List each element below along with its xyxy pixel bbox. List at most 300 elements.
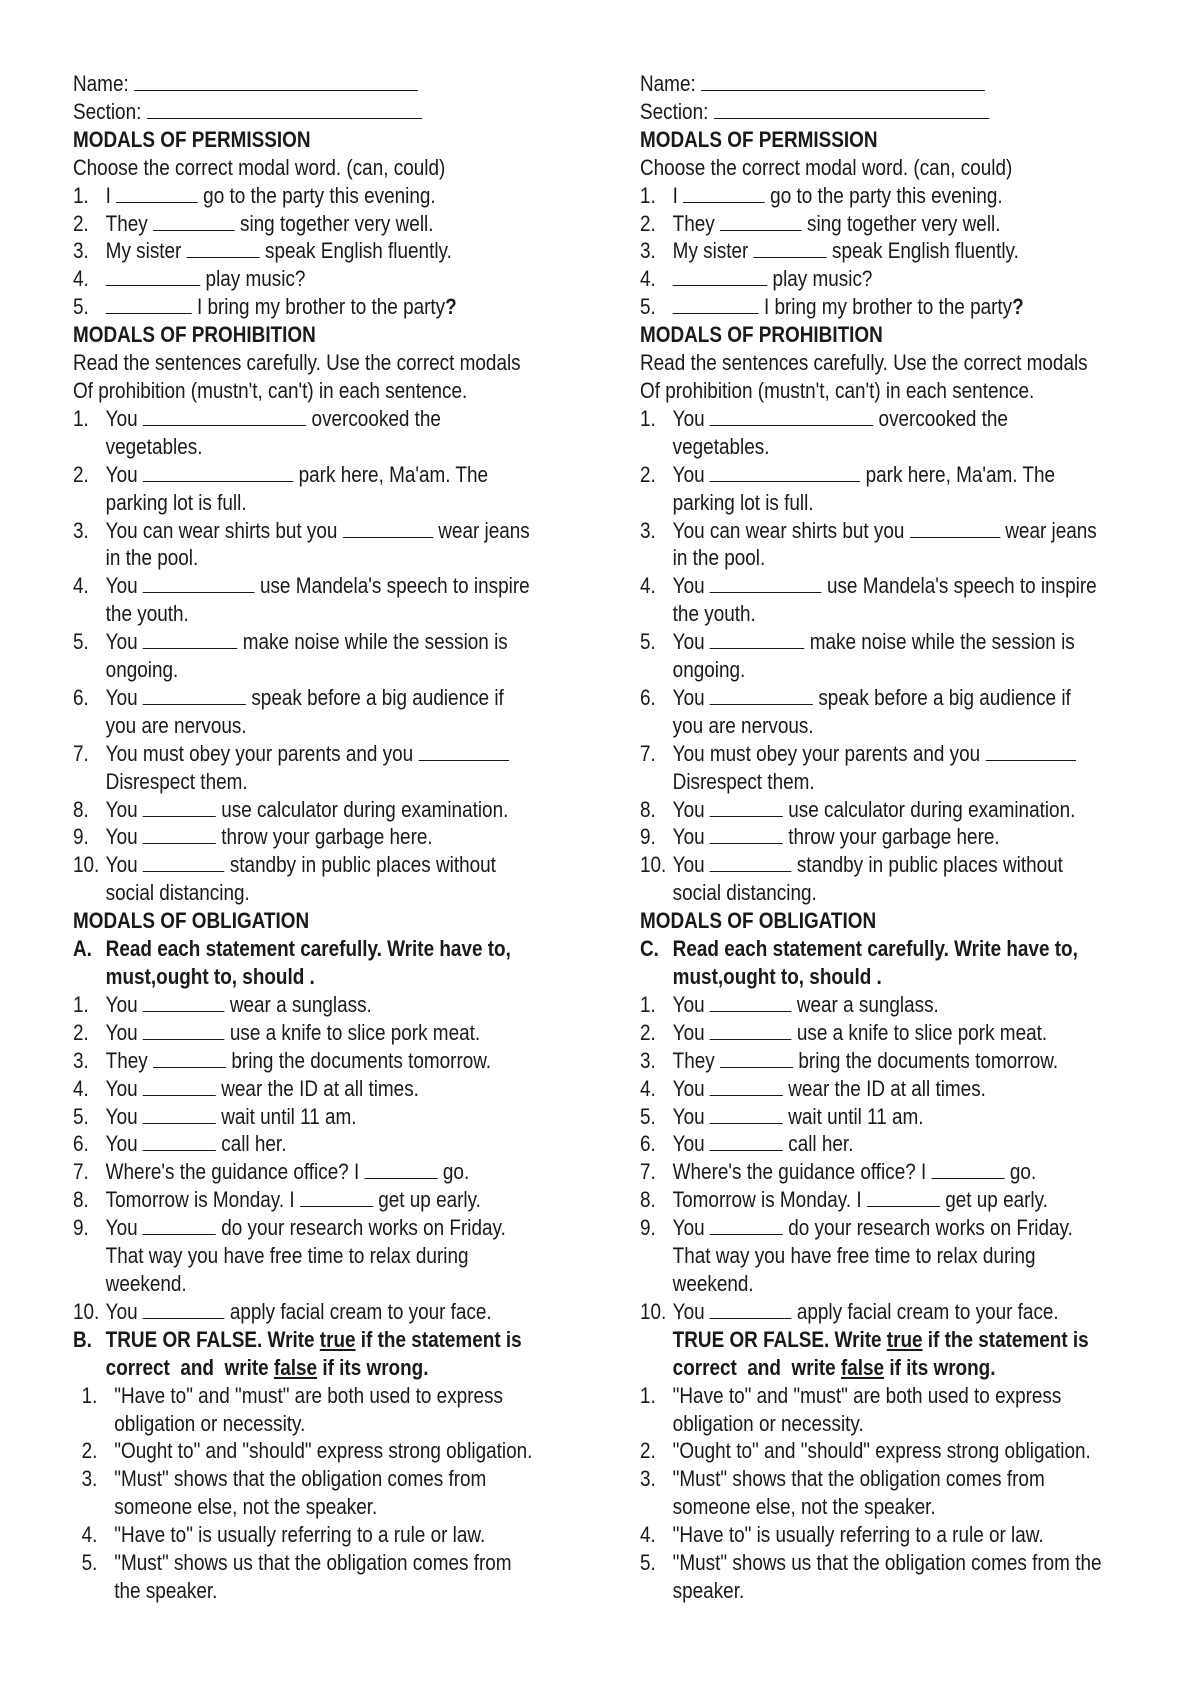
item-text-after: overcooked the (311, 405, 441, 431)
item-text-before: You (105, 573, 138, 599)
item-number: 9. (73, 1215, 89, 1241)
item-number: 8. (640, 796, 656, 822)
item-text-after: standby in public places without (796, 852, 1063, 878)
true-false-item (640, 1521, 1070, 1549)
item-text-after: speak before a big audience if (818, 684, 1071, 710)
worksheet-left (73, 70, 533, 1605)
question-item (640, 1103, 1070, 1131)
item-text-after: wear a sunglass. (796, 991, 939, 1017)
question-item (640, 237, 1070, 265)
item-number: 10. (640, 1298, 667, 1324)
answer-blank[interactable] (910, 518, 1000, 538)
answer-blank[interactable] (710, 992, 792, 1012)
item-text-before: I (105, 182, 111, 208)
question-item (73, 461, 503, 489)
answer-blank[interactable] (710, 629, 805, 649)
item-text-after: throw your garbage here. (788, 824, 1000, 850)
item-number: 2. (640, 461, 656, 487)
instruction-prohibition: Of prohibition (mustn't, can't) in each sentence. (640, 377, 1035, 403)
item-text-before: My sister (672, 238, 749, 264)
item-text-after: go to the party this evening. (203, 182, 436, 208)
part-b-text: TRUE OR FALSE. Write (105, 1326, 315, 1352)
item-text-before: My sister (105, 238, 182, 264)
item-text-before: You (105, 852, 138, 878)
question-item (640, 517, 1097, 545)
question-item (640, 796, 1076, 824)
question-item (73, 684, 503, 712)
statement-text: "Have to" is usually referring to a rule or law. (114, 1522, 486, 1548)
part-b-text: if its wrong. (322, 1354, 429, 1380)
item-number: 1. (640, 991, 656, 1017)
item-text-after: sing together very well. (239, 210, 434, 236)
answer-blank[interactable] (710, 852, 792, 872)
part-b-continuation (640, 1354, 1070, 1382)
part-b-text: TRUE OR FALSE. Write (672, 1326, 882, 1352)
instruction-prohibition: Read the sentences carefully. Use the correct modals (73, 350, 521, 376)
item-text-before: They (672, 210, 715, 236)
answer-blank[interactable] (106, 266, 201, 286)
answer-blank[interactable] (143, 1104, 216, 1124)
item-question-mark: ? (1012, 294, 1024, 320)
item-number: 10. (73, 852, 100, 878)
item-continuation: Disrespect them. (672, 768, 815, 794)
item-text-before: You (672, 1215, 705, 1241)
item-text-before: You (672, 1103, 705, 1129)
statement-continuation: someone else, not the speaker. (672, 1494, 936, 1520)
item-continuation: social distancing. (672, 880, 817, 906)
item-continuation: in the pool. (105, 545, 199, 571)
instruction-prohibition: Of prohibition (mustn't, can't) in each sentence. (73, 377, 468, 403)
answer-blank[interactable] (106, 294, 192, 314)
item-text-before: Tomorrow is Monday. I (672, 1187, 862, 1213)
question-item (640, 265, 1070, 293)
item-number: 3. (73, 517, 89, 543)
item-text-after: wear the ID at all times. (788, 1075, 986, 1101)
item-number: 8. (73, 796, 89, 822)
item-number: 7. (73, 1159, 89, 1185)
answer-blank[interactable] (673, 266, 768, 286)
item-text-before: You (672, 824, 705, 850)
statement-continuation: someone else, not the speaker. (114, 1494, 378, 1520)
answer-blank[interactable] (143, 1215, 216, 1235)
item-text-after: apply facial cream to your face. (229, 1298, 492, 1324)
name-field (640, 70, 1070, 98)
item-number: 1. (640, 1382, 656, 1408)
answer-blank[interactable] (867, 1187, 940, 1207)
item-text-before: You (105, 684, 138, 710)
answer-blank[interactable] (710, 1215, 783, 1235)
part-a-instruction (640, 935, 1078, 963)
question-item (73, 1130, 503, 1158)
item-number: 7. (640, 740, 656, 766)
question-item (73, 1298, 503, 1326)
statement-continuation: obligation or necessity. (672, 1410, 864, 1436)
item-text-after: wear jeans (438, 517, 530, 543)
true-false-item (73, 1549, 512, 1577)
item-continuation: parking lot is full. (672, 489, 814, 515)
item-number: 2. (81, 1438, 98, 1464)
part-b-instruction (640, 1326, 1089, 1354)
answer-blank[interactable] (365, 1159, 438, 1179)
instruction-prohibition: Read the sentences carefully. Use the correct modals (640, 350, 1088, 376)
item-number: 3. (73, 238, 89, 264)
answer-blank[interactable] (710, 797, 783, 817)
answer-blank[interactable] (720, 211, 802, 231)
item-number: 4. (73, 1075, 89, 1101)
question-item (640, 1214, 1073, 1242)
item-text-before: Where's the guidance office? I (672, 1159, 927, 1185)
answer-blank[interactable] (714, 99, 989, 119)
item-number: 5. (81, 1550, 98, 1576)
item-number: 4. (640, 573, 656, 599)
answer-blank[interactable] (985, 741, 1075, 761)
answer-blank[interactable] (343, 518, 433, 538)
answer-blank[interactable] (710, 1076, 783, 1096)
item-number: 9. (640, 1215, 656, 1241)
item-text-after: go to the party this evening. (770, 182, 1003, 208)
item-number: 8. (640, 1187, 656, 1213)
question-item (640, 1186, 1070, 1214)
question-item (73, 1075, 503, 1103)
item-continuation: the youth. (105, 601, 189, 627)
question-item (640, 1075, 1070, 1103)
item-text-after: standby in public places without (229, 852, 496, 878)
question-item (640, 1019, 1070, 1047)
item-text-after: go. (1009, 1159, 1037, 1185)
answer-blank[interactable] (418, 741, 508, 761)
word-false: false (273, 1354, 318, 1380)
item-text-before: You must obey your parents and you (672, 740, 981, 766)
answer-blank[interactable] (300, 1187, 373, 1207)
name-label: Name: (640, 71, 696, 96)
answer-blank[interactable] (143, 1020, 225, 1040)
instruction-permission: Choose the correct modal word. (can, could) (640, 154, 1013, 180)
item-number: 5. (640, 629, 656, 655)
answer-blank[interactable] (153, 1048, 226, 1068)
question-item (73, 293, 503, 321)
true-false-item (73, 1521, 503, 1549)
item-text-after: sing together very well. (806, 210, 1001, 236)
question-item (640, 293, 1070, 321)
item-number: 3. (640, 517, 656, 543)
answer-blank[interactable] (720, 1048, 793, 1068)
item-text-after: call her. (221, 1131, 287, 1157)
answer-blank[interactable] (143, 1076, 216, 1096)
item-text-before: You (105, 1215, 138, 1241)
part-a-text: Read each statement carefully. Write have to, (672, 936, 1078, 962)
heading-permission: MODALS OF PERMISSION (640, 126, 878, 152)
item-number: 2. (640, 210, 656, 236)
question-item (73, 405, 503, 433)
item-text-before: You (672, 573, 705, 599)
item-number: 6. (73, 684, 89, 710)
question-item (73, 1019, 503, 1047)
item-number: 5. (73, 629, 89, 655)
question-item (73, 237, 503, 265)
answer-blank[interactable] (701, 71, 985, 91)
answer-blank[interactable] (153, 211, 235, 231)
item-text-after: use Mandela's speech to inspire (826, 573, 1097, 599)
instruction-permission: Choose the correct modal word. (can, could) (73, 154, 446, 180)
statement-text: "Have to" and "must" are both used to express (114, 1382, 503, 1408)
question-item (73, 265, 503, 293)
question-item (73, 210, 503, 238)
item-text-before: You (105, 796, 138, 822)
name-field (73, 70, 503, 98)
question-item (640, 572, 1097, 600)
item-number: 3. (640, 1047, 656, 1073)
item-text-after: wait until 11 am. (788, 1103, 924, 1129)
item-text-after: I bring my brother to the party (196, 294, 446, 320)
answer-blank[interactable] (710, 462, 861, 482)
item-text-before: You (672, 991, 705, 1017)
answer-blank[interactable] (673, 294, 759, 314)
true-false-item (640, 1549, 1102, 1577)
statement-text: "Ought to" and "should" express strong obligation. (672, 1438, 1091, 1464)
item-number: 2. (640, 1019, 656, 1045)
item-text-after: make noise while the session is (242, 629, 508, 655)
question-item (640, 851, 1070, 879)
item-continuation: ongoing. (105, 657, 179, 683)
item-number: 3. (81, 1466, 98, 1492)
item-question-mark: ? (445, 294, 457, 320)
true-false-item (73, 1465, 503, 1493)
question-item (640, 740, 1070, 768)
question-item (640, 684, 1070, 712)
question-item (640, 628, 1075, 656)
statement-continuation: speaker. (672, 1577, 745, 1603)
item-number: 2. (73, 210, 89, 236)
answer-blank[interactable] (143, 992, 225, 1012)
question-item (640, 461, 1070, 489)
part-b-instruction (73, 1326, 522, 1354)
item-text-before: You (105, 991, 138, 1017)
item-text-before: They (672, 1047, 715, 1073)
statement-text: "Have to" is usually referring to a rule or law. (672, 1522, 1044, 1548)
item-text-before: You (105, 405, 138, 431)
item-text-before: You (105, 1019, 138, 1045)
item-number: 1. (81, 1382, 98, 1408)
section-label: Section: (73, 98, 142, 124)
question-item (640, 405, 1070, 433)
question-item (73, 572, 530, 600)
heading-obligation: MODALS OF OBLIGATION (640, 908, 877, 934)
item-text-before: You (672, 1298, 705, 1324)
part-letter: C. (640, 936, 659, 962)
question-item (640, 1298, 1070, 1326)
item-continuation: vegetables. (672, 433, 770, 459)
item-continuation: That way you have free time to relax during (105, 1243, 469, 1269)
true-false-item (640, 1465, 1070, 1493)
statement-text: "Must" shows us that the obligation comes from (114, 1550, 512, 1576)
item-text-before: You (672, 796, 705, 822)
item-text-after: wear jeans (1005, 517, 1097, 543)
item-text-after: use Mandela's speech to inspire (259, 573, 530, 599)
item-text-after: park here, Ma'am. The (298, 461, 489, 487)
item-text-after: wear a sunglass. (229, 991, 372, 1017)
question-item (73, 517, 530, 545)
item-continuation: That way you have free time to relax during (672, 1243, 1036, 1269)
item-continuation: Disrespect them. (105, 768, 248, 794)
question-item (73, 1158, 503, 1186)
item-text-after: wait until 11 am. (221, 1103, 357, 1129)
item-text-before: You (672, 1019, 705, 1045)
item-number: 4. (73, 266, 89, 292)
answer-blank[interactable] (683, 183, 765, 203)
answer-blank[interactable] (710, 1131, 783, 1151)
item-text-before: You (672, 461, 705, 487)
item-number: 10. (640, 852, 667, 878)
answer-blank[interactable] (932, 1159, 1005, 1179)
heading-prohibition: MODALS OF PROHIBITION (73, 322, 316, 348)
item-text-before: You (672, 1075, 705, 1101)
answer-blank[interactable] (143, 462, 294, 482)
item-text-before: You (672, 629, 705, 655)
item-text-before: You (105, 1075, 138, 1101)
item-number: 3. (73, 1047, 89, 1073)
question-item (73, 796, 509, 824)
answer-blank[interactable] (143, 1131, 216, 1151)
answer-blank[interactable] (187, 238, 260, 258)
item-text-before: You (105, 461, 138, 487)
item-number: 1. (73, 182, 89, 208)
answer-blank[interactable] (143, 852, 225, 872)
section-field (640, 98, 1070, 126)
answer-blank[interactable] (143, 824, 216, 844)
item-text-after: I bring my brother to the party (763, 294, 1013, 320)
part-b-text: if the statement is (927, 1326, 1089, 1352)
question-item (73, 740, 503, 768)
item-number: 4. (81, 1522, 98, 1548)
part-b-text: correct and write (672, 1354, 836, 1380)
item-number: 9. (640, 824, 656, 850)
part-letter: B. (73, 1326, 92, 1352)
answer-blank[interactable] (754, 238, 827, 258)
item-text-after: do your research works on Friday. (221, 1215, 506, 1241)
question-item (640, 1130, 1070, 1158)
item-text-after: bring the documents tomorrow. (231, 1047, 492, 1073)
question-item (640, 991, 1070, 1019)
item-text-before: You (105, 824, 138, 850)
word-true: true (319, 1326, 356, 1352)
item-number: 1. (73, 405, 89, 431)
item-text-before: You (672, 1131, 705, 1157)
answer-blank[interactable] (143, 573, 255, 593)
heading-prohibition: MODALS OF PROHIBITION (640, 322, 883, 348)
item-text-after: speak English fluently. (264, 238, 452, 264)
item-number: 1. (640, 182, 656, 208)
item-continuation: weekend. (105, 1270, 187, 1296)
item-number: 6. (640, 684, 656, 710)
item-continuation: in the pool. (672, 545, 766, 571)
item-text-after: speak before a big audience if (251, 684, 504, 710)
answer-blank[interactable] (710, 1299, 792, 1319)
item-number: 5. (73, 1103, 89, 1129)
item-text-after: play music? (205, 266, 306, 292)
part-letter: A. (73, 936, 92, 962)
answer-blank[interactable] (710, 1020, 792, 1040)
item-number: 5. (640, 294, 656, 320)
answer-blank[interactable] (134, 71, 418, 91)
answer-blank[interactable] (143, 685, 246, 705)
question-item (73, 628, 508, 656)
answer-blank[interactable] (116, 183, 198, 203)
true-false-item (73, 1437, 533, 1465)
true-false-item (640, 1437, 1091, 1465)
item-number: 3. (640, 1466, 656, 1492)
item-text-after: get up early. (378, 1187, 481, 1213)
item-text-before: You (672, 684, 705, 710)
answer-blank[interactable] (710, 685, 813, 705)
question-item (640, 1158, 1070, 1186)
item-text-before: You (672, 852, 705, 878)
answer-blank[interactable] (143, 1299, 225, 1319)
item-number: 3. (640, 238, 656, 264)
item-number: 7. (73, 740, 89, 766)
item-continuation: you are nervous. (672, 712, 814, 738)
item-number: 2. (73, 1019, 89, 1045)
heading-obligation: MODALS OF OBLIGATION (73, 908, 310, 934)
item-number: 6. (73, 1131, 89, 1157)
item-continuation: vegetables. (105, 433, 203, 459)
item-text-before: You (105, 1131, 138, 1157)
section-field (73, 98, 503, 126)
question-item (73, 1214, 506, 1242)
answer-blank[interactable] (710, 824, 783, 844)
part-b-continuation (73, 1354, 503, 1382)
item-text-before: You (105, 1298, 138, 1324)
item-text-after: throw your garbage here. (221, 824, 433, 850)
question-item (640, 1047, 1070, 1075)
item-text-after: apply facial cream to your face. (796, 1298, 1059, 1324)
question-item (73, 823, 503, 851)
word-true: true (886, 1326, 923, 1352)
item-number: 2. (73, 461, 89, 487)
item-text-before: You must obey your parents and you (105, 740, 414, 766)
item-number: 5. (640, 1550, 656, 1576)
statement-continuation: obligation or necessity. (114, 1410, 306, 1436)
item-text-before: You (672, 405, 705, 431)
question-item (640, 182, 1070, 210)
item-text-after: use a knife to slice pork meat. (796, 1019, 1048, 1045)
answer-blank[interactable] (710, 573, 822, 593)
answer-blank[interactable] (147, 99, 422, 119)
part-a-continuation: must,ought to, should . (672, 964, 882, 989)
part-b-text: correct and write (105, 1354, 269, 1380)
question-item (73, 182, 503, 210)
item-text-after: do your research works on Friday. (788, 1215, 1073, 1241)
item-text-before: You (105, 1103, 138, 1129)
part-b-text: if the statement is (360, 1326, 522, 1352)
item-text-after: make noise while the session is (809, 629, 1075, 655)
answer-blank[interactable] (143, 797, 216, 817)
item-number: 9. (73, 824, 89, 850)
item-number: 1. (73, 991, 89, 1017)
item-number: 4. (73, 573, 89, 599)
part-a-instruction (73, 935, 511, 963)
question-item (73, 1047, 503, 1075)
item-text-before: You can wear shirts but you (105, 517, 338, 543)
item-text-before: You (105, 629, 138, 655)
true-false-item (640, 1382, 1070, 1410)
item-number: 4. (640, 1522, 656, 1548)
answer-blank[interactable] (143, 406, 306, 426)
answer-blank[interactable] (710, 1104, 783, 1124)
answer-blank[interactable] (710, 406, 873, 426)
heading-permission: MODALS OF PERMISSION (73, 126, 311, 152)
answer-blank[interactable] (143, 629, 238, 649)
item-text-before: Where's the guidance office? I (105, 1159, 360, 1185)
